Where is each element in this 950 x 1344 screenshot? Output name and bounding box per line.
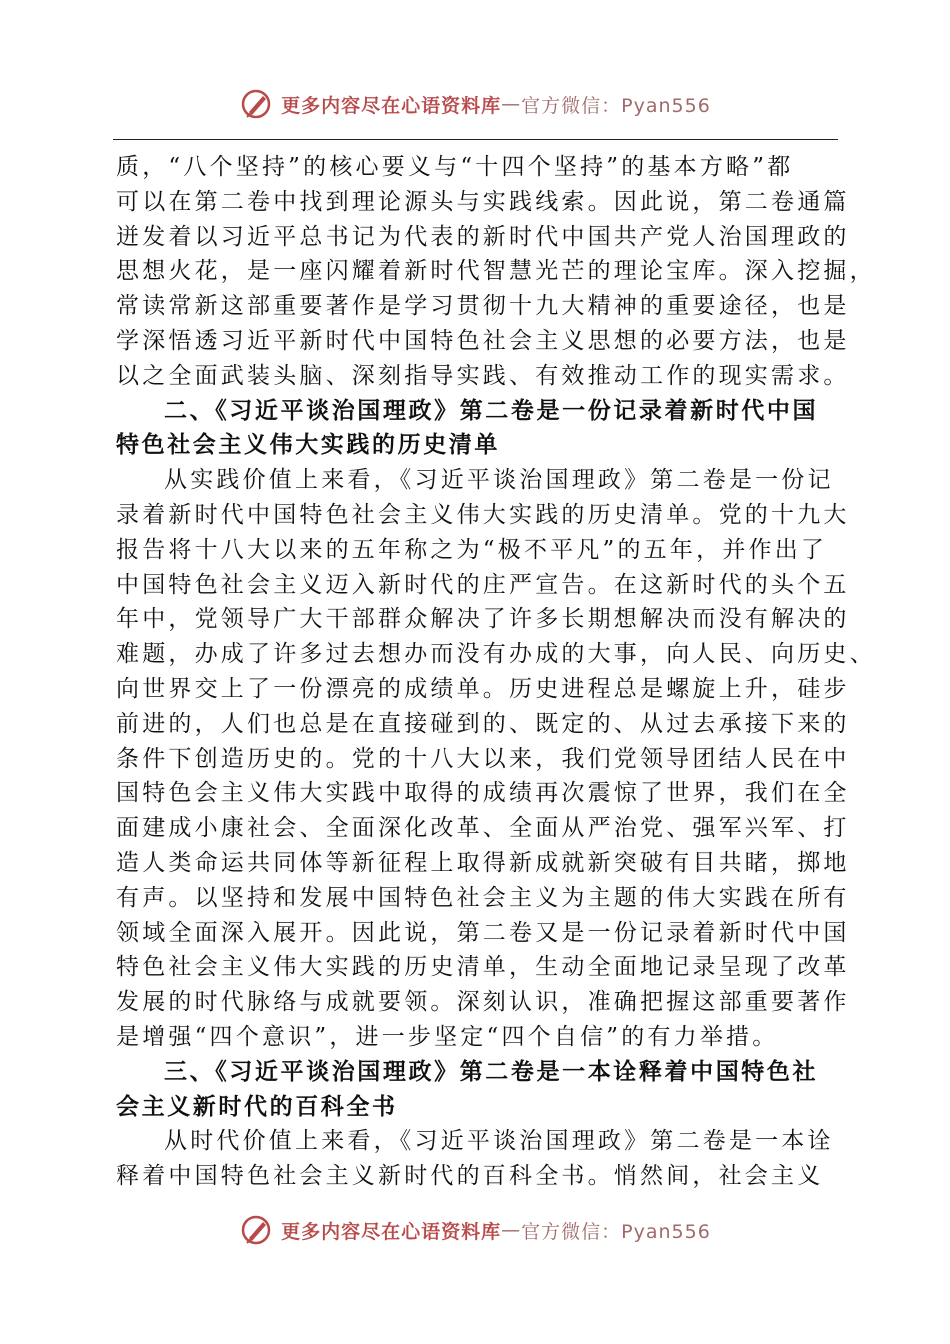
header-banner — [0, 84, 950, 124]
body-line: 中国特色社会主义迈入新时代的庄严宣告。在这新时代的头个五 — [116, 571, 850, 598]
body-line: 条件下创造历史的。党的十八大以来，我们党领导团结人民在中 — [116, 745, 850, 772]
body-line: 领域全面深入展开。因此说，第二卷又是一份记录着新时代中国 — [116, 919, 850, 946]
body-line: 思想火花，是一座闪耀着新时代智慧光芒的理论宝库。深入挖掘， — [116, 258, 876, 285]
footer-banner — [0, 1210, 950, 1250]
footer-brand: 更多内容尽在心语资料库 — [281, 1220, 502, 1243]
header-divider — [113, 139, 838, 140]
header-brand: 更多内容尽在心语资料库 — [281, 94, 502, 117]
body-line: 以之全面武装头脑、深刻指导实践、有效推动工作的现实需求。 — [116, 362, 850, 389]
body-line: 前进的，人们也总是在直接碰到的、既定的、从过去承接下来的 — [116, 710, 850, 737]
body-line: 录着新时代中国特色社会主义伟大实践的历史清单。党的十九大 — [116, 501, 850, 528]
body-line: 难题，办成了许多过去想办而没有办成的大事，向人民、向历史、 — [116, 641, 876, 668]
footer-dash: — — [501, 1219, 522, 1241]
body-line: 学深悟透习近平新时代中国特色社会主义思想的必要方法，也是 — [116, 327, 850, 354]
body-line: 迸发着以习近平总书记为代表的新时代中国共产党人治国理政的 — [116, 223, 850, 250]
section-heading: 特色社会主义伟大实践的历史清单 — [116, 432, 500, 459]
body-line: 质，“八个坚持”的核心要义与“十四个坚持”的基本方略”都 — [116, 154, 794, 180]
pen-logo-icon — [239, 1213, 273, 1247]
footer-wechat: 官方微信：Pyan556 — [521, 1220, 711, 1243]
body-line: 释着中国特色社会主义新时代的百科全书。悄然间，社会主义 — [116, 1163, 824, 1190]
body-line: 年中，党领导广大干部群众解决了许多长期想解决而没有解决的 — [116, 606, 850, 633]
body-line: 常读常新这部重要著作是学习贯彻十九大精神的重要途径，也是 — [116, 293, 850, 320]
body-line: 特色社会主义伟大实践的历史清单，生动全面地记录呈现了改革 — [116, 954, 850, 981]
body-line: 有声。以坚持和发展中国特色社会主义为主题的伟大实践在所有 — [116, 884, 850, 911]
body-line: 从时代价值上来看，《习近平谈治国理政》第二卷是一本诠 — [164, 1128, 834, 1155]
section-heading: 会主义新时代的百科全书 — [116, 1093, 398, 1120]
body-line: 可以在第二卷中找到理论源头与实践线索。因此说，第二卷通篇 — [116, 188, 850, 215]
section-heading: 二、《习近平谈治国理政》第二卷是一份记录着新时代中国 — [164, 397, 819, 424]
header-dash: — — [501, 93, 522, 115]
body-line: 是增强“四个意识”，进一步坚定“四个自信”的有力举措。 — [116, 1023, 779, 1050]
body-line: 造人类命运共同体等新征程上取得新成就新突破有目共睹，掷地 — [116, 849, 850, 876]
header-wechat: 官方微信：Pyan556 — [521, 94, 711, 117]
body-line: 面建成小康社会、全面深化改革、全面从严治党、强军兴军、打 — [116, 815, 850, 842]
body-line: 国特色会主义伟大实践中取得的成绩再次震惊了世界，我们在全 — [116, 780, 850, 807]
body-line: 从实践价值上来看，《习近平谈治国理政》第二卷是一份记 — [164, 467, 834, 494]
document-body — [116, 150, 876, 1194]
pen-logo-icon — [239, 87, 273, 121]
body-line: 发展的时代脉络与成就要领。深刻认识，准确把握这部重要著作 — [116, 989, 850, 1016]
body-line: 报告将十八大以来的五年称之为“极不平凡”的五年，并作出了 — [116, 536, 828, 563]
section-heading: 三、《习近平谈治国理政》第二卷是一本诠释着中国特色社 — [164, 1058, 819, 1085]
body-line: 向世界交上了一份漂亮的成绩单。历史进程总是螺旋上升，硅步 — [116, 675, 850, 702]
